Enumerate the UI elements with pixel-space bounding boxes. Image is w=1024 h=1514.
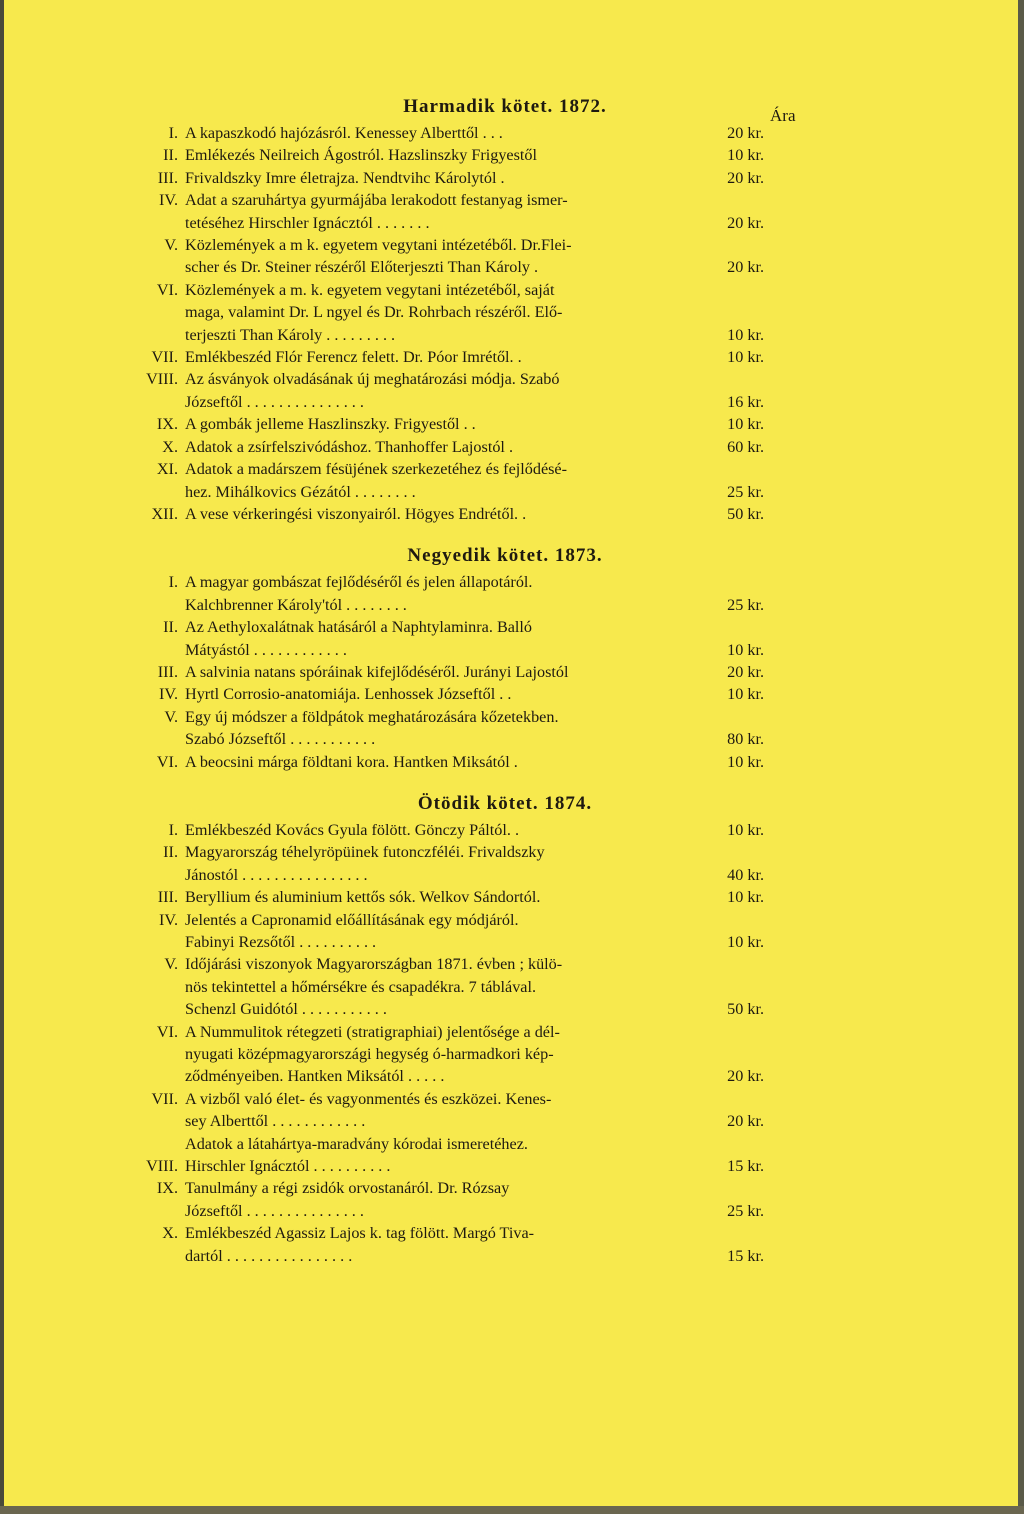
- entry-title-line: Magyarország téhelyröpüinek futonczféléi. Frivaldszky: [185, 843, 545, 862]
- entry-title: [185, 1133, 700, 1155]
- entry-price-cell: [700, 953, 770, 1020]
- entry-row: [140, 1222, 840, 1267]
- entry-title: [185, 706, 700, 751]
- entry-number: X.: [162, 1224, 178, 1243]
- entry-title: [185, 1088, 700, 1133]
- entry-title-line: A Nummulitok rétegzeti (stratigraphiai) jelentősége a dél-: [185, 1022, 560, 1041]
- entry-row: [140, 1133, 840, 1155]
- entry-title: [185, 751, 700, 773]
- entry-price-cell: [700, 1155, 770, 1177]
- entry-title-line: Kalchbrenner Károly'tól . . . . . . . .: [185, 595, 407, 614]
- entry-row: [140, 122, 840, 144]
- entry-title-line: Adatok a madárszem fésüjének szerkezetéhez és fejlődésé-: [185, 460, 568, 479]
- entry-title: [185, 234, 700, 279]
- entry-number: IV.: [158, 191, 178, 210]
- entry-title-line: ződményeiben. Hantken Miksától . . . . .: [185, 1067, 445, 1086]
- entry-row: [140, 571, 840, 616]
- entry-title-line: Szabó Józseftől . . . . . . . . . . .: [185, 730, 376, 749]
- entry-price: 25 kr.: [727, 595, 764, 614]
- entry-number: III.: [157, 662, 178, 681]
- entry-title: [185, 413, 700, 435]
- entry-title: [185, 144, 700, 166]
- entry-row: [140, 279, 840, 346]
- entry-price-cell: [700, 413, 770, 435]
- entry-number: II.: [163, 618, 178, 637]
- entry-title-line: Az ásványok olvadásának új meghatározási módja. Szabó: [185, 370, 560, 389]
- entry-number: III.: [157, 888, 178, 907]
- entry-title: [185, 346, 700, 368]
- entry-price-cell: [700, 458, 770, 503]
- entry-title-line: Emlékbeszéd Flór Ferencz felett. Dr. Póor Imrétől. .: [185, 348, 522, 367]
- entry-number: XI.: [156, 460, 178, 479]
- entry-number: II.: [163, 843, 178, 862]
- entry-title-line: Schenzl Guidótól . . . . . . . . . . .: [185, 1000, 387, 1019]
- entry-price-cell: [700, 841, 770, 886]
- volume-section: [140, 525, 840, 773]
- entry-price-cell: [700, 819, 770, 841]
- entry-title-line: Beryllium és aluminium kettős sók. Welkov Sándortól.: [185, 888, 541, 907]
- entry-title-line: Jelentés a Capronamid előállításának egy módjáról.: [185, 910, 519, 929]
- entry-title: [185, 1222, 700, 1267]
- scan-edge-bottom: [0, 1506, 1024, 1514]
- entry-price-cell: [700, 1177, 770, 1222]
- entry-price: 10 kr.: [727, 348, 764, 367]
- entry-title: [185, 819, 700, 841]
- entry-price: 25 kr.: [727, 1201, 764, 1220]
- entry-title: [185, 279, 700, 346]
- entry-number: VI.: [156, 1022, 178, 1041]
- entry-title-line: Egy új módszer a földpátok meghatározására kőzetekben.: [185, 707, 559, 726]
- entry-title-line: hez. Mihálkovics Gézától . . . . . . . .: [185, 482, 416, 501]
- entry-title-line: terjeszti Than Károly . . . . . . . . .: [185, 325, 396, 344]
- entry-row: [140, 503, 840, 525]
- entry-price-cell: [700, 234, 770, 279]
- entry-title-line: Józseftől . . . . . . . . . . . . . . .: [185, 392, 364, 411]
- entry-title: [185, 503, 700, 525]
- entry-price: 60 kr.: [727, 437, 764, 456]
- volume-heading: Ötödik kötet. 1874.: [417, 792, 593, 814]
- entry-price: 10 kr.: [727, 752, 764, 771]
- entry-price: 20 kr.: [727, 1067, 764, 1086]
- entry-number: X.: [162, 437, 178, 456]
- entry-price-cell: [700, 167, 770, 189]
- entry-row: [140, 144, 840, 166]
- entry-price: 80 kr.: [727, 730, 764, 749]
- entry-price: 10 kr.: [727, 933, 764, 951]
- entry-title-line: Hyrtl Corrosio-anatomiája. Lenhossek Józseftől . .: [185, 685, 512, 704]
- entry-row: [140, 234, 840, 279]
- entry-row: [140, 1021, 840, 1088]
- entry-number: IV.: [158, 910, 178, 929]
- entry-title-line: Az Aethyloxalátnak hatásáról a Naphtylaminra. Balló: [185, 618, 533, 637]
- entry-title-line: Emlékbeszéd Agassiz Lajos k. tag fölött. Margó Tiva-: [185, 1224, 535, 1243]
- entry-number: II.: [163, 146, 178, 165]
- entry-row: [140, 368, 840, 413]
- entry-price: 40 kr.: [727, 865, 764, 884]
- entry-price-cell: [700, 346, 770, 368]
- entry-number: [140, 1133, 185, 1155]
- entry-price-cell: [700, 706, 770, 751]
- entry-price-cell: [700, 189, 770, 234]
- section-spacer: [140, 525, 840, 541]
- entry-title: [185, 683, 700, 705]
- entry-price-cell: [700, 368, 770, 413]
- entry-title: [185, 571, 700, 616]
- entry-title-line: A gombák jelleme Haszlinszky. Frigyestől . .: [185, 415, 476, 434]
- entry-title: [185, 1021, 700, 1088]
- entry-price: 20 kr.: [727, 662, 764, 681]
- entry-price: 10 kr.: [727, 685, 764, 704]
- entry-row: [140, 458, 840, 503]
- contents-column: [140, 92, 840, 1267]
- entry-price: 10 kr.: [727, 820, 764, 839]
- entry-number: XII.: [151, 504, 178, 523]
- entry-title-line: A magyar gombászat fejlődéséről és jelen állapotáról.: [185, 573, 533, 592]
- entry-title-line: sey Alberttől . . . . . . . . . . . .: [185, 1112, 366, 1131]
- entry-price: 10 kr.: [727, 888, 764, 907]
- entry-row: [140, 886, 840, 908]
- entry-title-line: dartól . . . . . . . . . . . . . . . .: [185, 1246, 353, 1265]
- entry-price-cell: [700, 1021, 770, 1088]
- entry-title: [185, 436, 700, 458]
- entry-title-line: Mátyástól . . . . . . . . . . . .: [185, 640, 347, 659]
- entry-price-cell: [700, 616, 770, 661]
- entry-row: [140, 189, 840, 234]
- entry-number: VIII.: [146, 1157, 178, 1176]
- entry-title-line: Közlemények a m. k. egyetem vegytani intézetéből, saját: [185, 280, 555, 299]
- price-column-header: Ára: [770, 106, 796, 125]
- entry-price-cell: [700, 122, 770, 144]
- entry-price-cell: [700, 436, 770, 458]
- entry-row: [140, 1088, 840, 1133]
- entry-title-line: A beocsini márga földtani kora. Hantken Miksától .: [185, 752, 518, 771]
- entry-title: [185, 886, 700, 908]
- entry-title-line: Adatok a látahártya-maradvány kórodai ismeretéhez.: [185, 1134, 528, 1153]
- entry-title: [185, 122, 700, 144]
- entry-title: [185, 841, 700, 886]
- entry-row: [140, 346, 840, 368]
- entry-price-cell: [700, 279, 770, 346]
- entry-row: [140, 1177, 840, 1222]
- entry-number: VII.: [151, 348, 178, 367]
- entry-title-line: A salvinia natans spóráinak kifejlődéséről. Jurányi Lajostól: [185, 662, 569, 681]
- entry-title-line: A vese vérkeringési viszonyairól. Högyes Endrétől. .: [185, 504, 527, 523]
- entry-price: 10 kr.: [727, 640, 764, 659]
- entry-title-line: nyugati középmagyarországi hegység ó-harmadkori kép-: [185, 1045, 554, 1064]
- entry-price-cell: [700, 1088, 770, 1133]
- entry-price-cell: [700, 683, 770, 705]
- entry-row: [140, 616, 840, 661]
- entry-price: 20 kr.: [727, 258, 764, 277]
- entry-row: [140, 661, 840, 683]
- entry-title-line: Tanulmány a régi zsidók orvostanáról. Dr. Rózsay: [185, 1179, 510, 1198]
- entry-title-line: Emlékbeszéd Kovács Gyula fölött. Gönczy Páltól. .: [185, 820, 520, 839]
- entry-number: I.: [168, 573, 178, 592]
- entry-price: 20 kr.: [727, 168, 764, 187]
- entry-title-line: Időjárási viszonyok Magyarországban 1871. évben ; külö-: [185, 955, 563, 974]
- entry-price-cell: [700, 751, 770, 773]
- entry-title-line: maga, valamint Dr. L ngyel és Dr. Rohrbach részéről. Elő-: [185, 303, 563, 322]
- entry-number: IX.: [156, 415, 178, 434]
- entry-title-line: A vizből való élet- és vagyonmentés és eszközei. Kenes-: [185, 1089, 552, 1108]
- entry-number: IV.: [158, 685, 178, 704]
- entry-title-line: Józseftől . . . . . . . . . . . . . . .: [185, 1201, 364, 1220]
- entry-price: 50 kr.: [727, 504, 764, 523]
- entry-price: 10 kr.: [727, 415, 764, 434]
- entry-price: 20 kr.: [727, 1112, 764, 1131]
- entry-row: [140, 436, 840, 458]
- entry-number: VI.: [156, 280, 178, 299]
- entry-number: III.: [157, 168, 178, 187]
- entry-price-cell: [700, 1133, 770, 1155]
- volume-section: [140, 773, 840, 1267]
- entry-number: V.: [164, 236, 178, 255]
- entry-title-line: Közlemények a m k. egyetem vegytani intézetéből. Dr.Flei-: [185, 236, 572, 255]
- entry-price: 10 kr.: [727, 146, 764, 165]
- entry-number: VII.: [151, 1089, 178, 1108]
- entry-title-line: nös tekintettel a hőmérsékre és csapadékra. 7 táblával.: [185, 977, 537, 996]
- entry-price-cell: [700, 144, 770, 166]
- entry-price-cell: [700, 886, 770, 908]
- entry-title: [185, 616, 700, 661]
- entry-title-line: A kapaszkodó hajózásról. Kenessey Alberttől . . .: [185, 124, 503, 142]
- scan-edge-left: [0, 0, 4, 1514]
- entry-row: [140, 167, 840, 189]
- entry-price-cell: [700, 661, 770, 683]
- section-spacer: [140, 773, 840, 789]
- entry-row: [140, 1155, 840, 1177]
- entry-price-cell: [700, 503, 770, 525]
- entry-title-line: Frivaldszky Imre életrajza. Nendtvihc Károlytól .: [185, 168, 505, 187]
- entry-row: [140, 683, 840, 705]
- entry-row: [140, 706, 840, 751]
- entry-row: [140, 953, 840, 1020]
- entry-price: 10 kr.: [727, 325, 764, 344]
- entry-row: [140, 751, 840, 773]
- entry-number: VIII.: [146, 370, 178, 389]
- entry-price-cell: [700, 1222, 770, 1267]
- entry-number: I.: [168, 124, 178, 142]
- entry-title: [185, 368, 700, 413]
- entry-price: 16 kr.: [727, 392, 764, 411]
- entry-title: [185, 1177, 700, 1222]
- entry-title-line: Adatok a zsírfelszivódáshoz. Thanhoffer Lajostól .: [185, 437, 514, 456]
- entry-title-line: Hirschler Ignácztól . . . . . . . . . .: [185, 1157, 391, 1176]
- entry-row: [140, 413, 840, 435]
- entry-row: [140, 819, 840, 841]
- volume-heading: Harmadik kötet. 1872.: [403, 96, 607, 117]
- entry-price-cell: [700, 571, 770, 616]
- entry-title: [185, 661, 700, 683]
- entry-title: [185, 953, 700, 1020]
- entry-title: [185, 167, 700, 189]
- entry-title-line: scher és Dr. Steiner részéről Előterjeszti Than Károly .: [185, 258, 539, 277]
- entry-price: 50 kr.: [727, 1000, 764, 1019]
- entry-title-line: Adat a szaruhártya gyurmájába lerakodott festanyag ismer-: [185, 191, 568, 210]
- entry-title-line: Fabinyi Rezsőtől . . . . . . . . . .: [185, 933, 377, 951]
- entry-title-line: Jánostól . . . . . . . . . . . . . . . .: [185, 865, 368, 884]
- entry-price: 20 kr.: [727, 124, 764, 142]
- volume-heading: Negyedik kötet. 1873.: [407, 545, 603, 567]
- entry-title: [185, 189, 700, 234]
- scan-edge-right: [1018, 0, 1024, 1514]
- entry-number: I.: [168, 820, 178, 839]
- entry-number: V.: [164, 707, 178, 726]
- entry-price: 15 kr.: [727, 1157, 764, 1176]
- entry-number: VI.: [156, 752, 178, 771]
- entry-title: [185, 909, 700, 954]
- entry-price: 15 kr.: [727, 1246, 764, 1265]
- entry-row: [140, 841, 840, 886]
- entry-price: 20 kr.: [727, 213, 764, 232]
- entry-title: [185, 1155, 700, 1177]
- entry-number: V.: [164, 955, 178, 974]
- entry-title-line: Emlékezés Neilreich Ágostról. Hazslinszky Frigyestől: [185, 146, 537, 165]
- volume-section: [140, 92, 840, 525]
- entry-title-line: tetéséhez Hirschler Ignácztól . . . . . . .: [185, 213, 430, 232]
- entry-title: [185, 458, 700, 503]
- entry-price: 25 kr.: [727, 482, 764, 501]
- entry-row: [140, 909, 840, 954]
- entry-number: IX.: [156, 1179, 178, 1198]
- entry-price-cell: [700, 909, 770, 954]
